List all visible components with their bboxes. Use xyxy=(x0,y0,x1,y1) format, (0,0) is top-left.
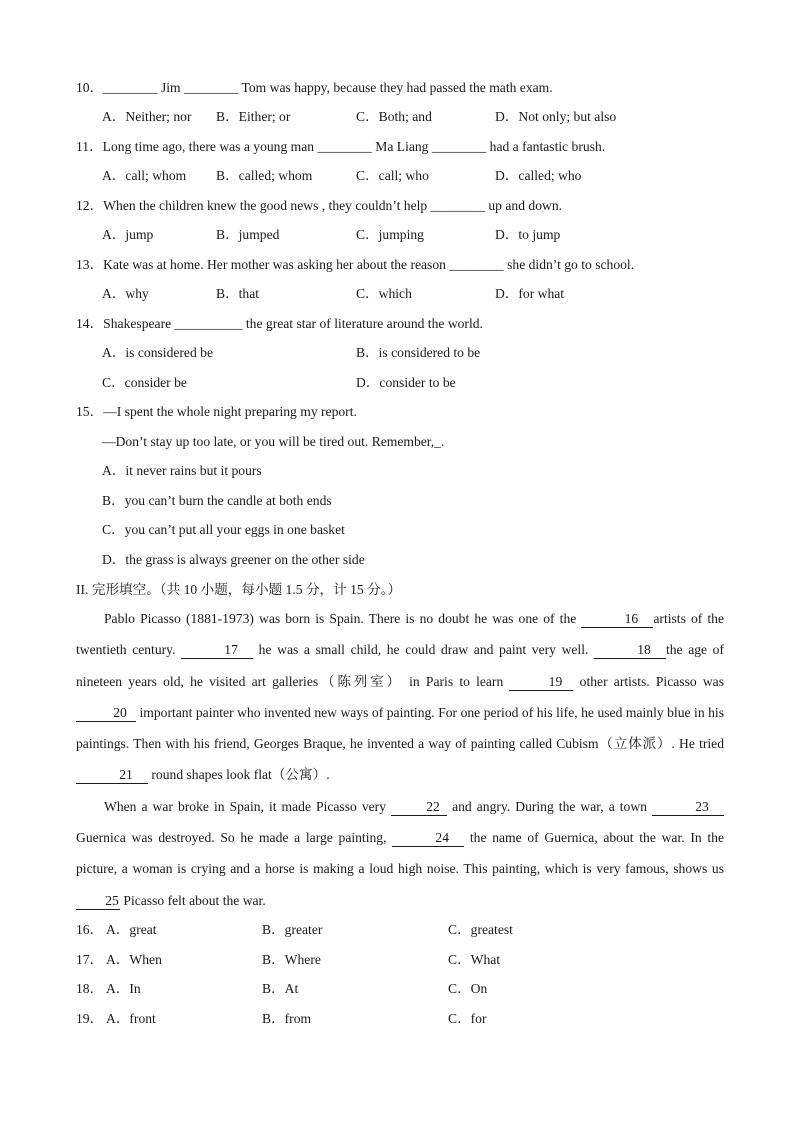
blank-16: 16 xyxy=(581,611,653,628)
q12-option-a: A．jump xyxy=(102,227,154,242)
question-11-stem: 11．Long time ago, there was a young man ________ Ma Liang ________ had a fantastic brush. xyxy=(76,139,606,154)
q12-option-d: D．to jump xyxy=(495,227,561,242)
q11-option-b: B．called; whom xyxy=(216,168,313,183)
passage-text: the name of Guernica, about the war. In the picture, a woman is crying and a horse is making a loud high noise. This painting, which is very famous, shows us xyxy=(76,830,724,877)
q14-option-c: C．consider be xyxy=(102,375,187,390)
blank-24: 24 xyxy=(392,830,464,847)
q15-option-a: A．it never rains but it pours xyxy=(102,463,262,478)
q16-option-a: A．great xyxy=(106,922,157,937)
answer-19-number: 19． xyxy=(76,1011,104,1026)
q19-option-c: C．for xyxy=(448,1011,487,1026)
passage-text: he was a small child, he could draw and paint very well. xyxy=(253,642,594,658)
question-13-stem: 13．Kate was at home. Her mother was asking her about the reason ________ she didn’t go to school. xyxy=(76,257,635,272)
passage-text: important painter who invented new ways of painting. For one period of his life, he used mainly blue in his paintings. Then with his friend, Georges Braque, he invented a way of painting called Cubism（立体派）. He tried xyxy=(76,704,724,752)
q11-option-c: C．call; who xyxy=(356,168,429,183)
q10-option-d: D．Not only; but also xyxy=(495,109,617,124)
cloze-passage xyxy=(76,603,724,916)
q13-option-d: D．for what xyxy=(495,286,565,301)
q15-option-c: C．you can’t put all your eggs in one basket xyxy=(102,522,345,537)
blank-20: 20 xyxy=(76,705,136,722)
passage-text: round shapes look flat（公寓）. xyxy=(148,767,330,783)
passage-text: the age of nineteen years old, he visited art galleries（陈列室） in Paris to learn xyxy=(76,642,724,689)
q17-option-c: C．What xyxy=(448,952,501,967)
q13-option-a: A．why xyxy=(102,286,149,301)
q14-option-a: A．is considered be xyxy=(102,345,213,360)
question-12-stem: 12．When the children knew the good news , they couldn’t help ________ up and down. xyxy=(76,198,563,213)
passage-text: Pablo Picasso (1881-1973) was born is Spain. There is no doubt he was one of the xyxy=(104,611,582,626)
q13-option-c: C．which xyxy=(356,286,412,301)
q12-option-b: B．jumped xyxy=(216,227,280,242)
q16-option-b: B．greater xyxy=(262,922,323,937)
q14-option-d: D．consider to be xyxy=(356,375,456,390)
q19-option-a: A．front xyxy=(106,1011,156,1026)
q17-option-a: A．When xyxy=(106,952,162,967)
q10-option-c: C．Both; and xyxy=(356,109,432,124)
q11-option-a: A．call; whom xyxy=(102,168,187,183)
passage-text: other artists. Picasso was xyxy=(573,673,724,689)
question-15-stem: 15．—I spent the whole night preparing my report. xyxy=(76,404,357,419)
passage-text: Picasso felt about the war. xyxy=(120,892,266,908)
q19-option-b: B．from xyxy=(262,1011,312,1026)
q10-option-a: A．Neither; nor xyxy=(102,109,192,124)
q17-option-b: B．Where xyxy=(262,952,321,967)
passage-text: Guernica was destroyed. So he made a large painting, xyxy=(76,830,393,846)
answer-17-number: 17． xyxy=(76,952,104,967)
q15-option-d: D．the grass is always greener on the other side xyxy=(102,552,365,567)
passage-text: artists of the twentieth century. xyxy=(76,611,724,658)
blank-18: 18 xyxy=(594,642,666,659)
passage-text: When a war broke in Spain, it made Picasso very xyxy=(104,798,392,814)
q15-option-b: B．you can’t burn the candle at both ends xyxy=(102,493,332,508)
blank-17: 17 xyxy=(181,642,253,659)
blank-19: 19 xyxy=(509,674,573,691)
passage-paragraph-2 xyxy=(76,791,724,916)
q13-option-b: B．that xyxy=(216,286,260,301)
blank-22: 22 xyxy=(391,799,447,816)
question-14-stem: 14．Shakespeare __________ the great star of literature around the world. xyxy=(76,316,483,331)
q18-option-c: C．On xyxy=(448,981,488,996)
blank-25: 25 xyxy=(76,893,120,910)
q10-option-b: B．Either; or xyxy=(216,109,291,124)
blank-21: 21 xyxy=(76,767,148,784)
q14-option-b: B．is considered to be xyxy=(356,345,481,360)
q11-option-d: D．called; who xyxy=(495,168,582,183)
q16-option-c: C．greatest xyxy=(448,922,513,937)
blank-23: 23 xyxy=(652,799,724,816)
q18-option-a: A．In xyxy=(106,981,141,996)
answer-18-number: 18． xyxy=(76,981,104,996)
answer-16-number: 16． xyxy=(76,922,104,937)
q18-option-b: B．At xyxy=(262,981,299,996)
question-15-reply: —Don’t stay up too late, or you will be tired out. Remember,_. xyxy=(102,434,445,449)
passage-text: and angry. During the war, a town xyxy=(447,798,652,814)
section-heading: II. 完形填空。（共 10 小题，每小题 1.5 分，计 15 分。） xyxy=(76,582,402,597)
question-10-stem: 10．________ Jim ________ Tom was happy, because they had passed the math exam. xyxy=(76,80,553,95)
passage-paragraph-1 xyxy=(76,603,724,791)
q12-option-c: C．jumping xyxy=(356,227,424,242)
